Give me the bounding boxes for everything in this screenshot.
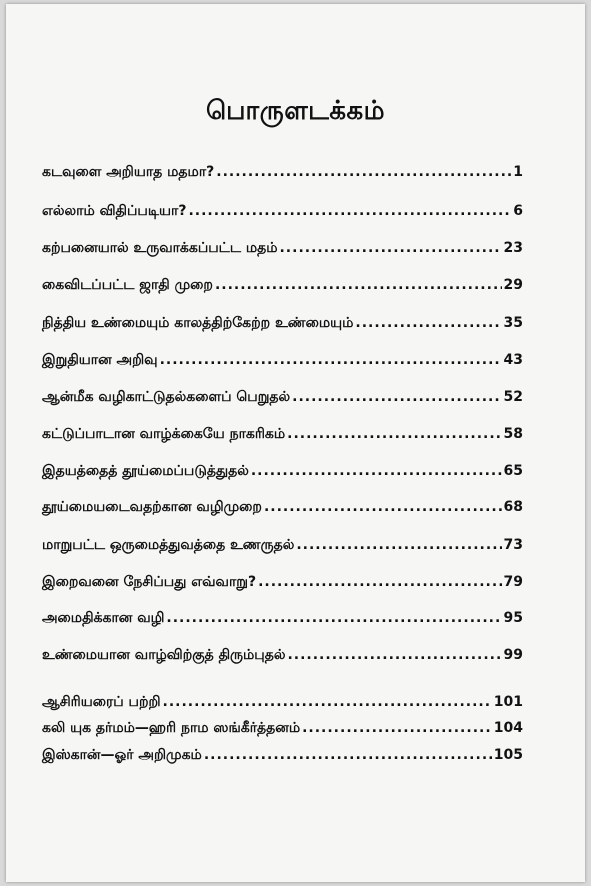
leader-dots: [216, 164, 511, 180]
toc-entry-page: 99: [503, 647, 523, 663]
toc-entry-title: தூய்மையடைவதற்கான வழிமுறை: [42, 499, 262, 515]
toc-entry-page: 6: [513, 203, 523, 219]
leader-dots: [204, 747, 492, 763]
toc-entry-title: இறைவனை நேசிப்பது எவ்வாறு?: [42, 574, 257, 590]
toc-entry-page: 1: [513, 164, 523, 180]
toc-entry-page: 29: [503, 277, 523, 293]
toc-entry-page: 23: [503, 240, 523, 256]
book-page: [6, 4, 585, 882]
toc-entry-title: கட்டுப்பாடான வாழ்க்கையே நாகரிகம்: [42, 426, 286, 442]
leader-dots: [215, 277, 502, 293]
leader-dots: [302, 720, 492, 736]
toc-entry-page: 52: [503, 389, 523, 405]
toc-entry: [42, 352, 523, 370]
toc-entry-page: 101: [493, 694, 523, 710]
toc-entry-title: நித்திய உண்மையும் காலத்திற்கேற்ற உண்மையும்: [42, 315, 354, 331]
toc-entry-page: 35: [503, 315, 523, 331]
leader-dots: [264, 499, 502, 515]
toc-entry-title: அமைதிக்கான வழி: [42, 610, 165, 626]
leader-dots: [287, 647, 501, 663]
toc-entry-title: மாறுபட்ட ஒருமைத்துவத்தை உணருதல்: [42, 537, 295, 553]
toc-entry-title: இஸ்கான்—ஓர் அறிமுகம்: [42, 747, 202, 763]
toc-entry-page: 43: [503, 352, 523, 368]
toc-entry-title: கலி யுக தர்மம்—ஹரி நாம ஸங்கீர்த்தனம்: [42, 720, 301, 736]
toc-entry: [42, 537, 523, 555]
toc-entry: [42, 315, 523, 333]
toc-entry-page: 79: [503, 574, 523, 590]
leader-dots: [188, 203, 511, 219]
leader-dots: [163, 694, 492, 710]
leader-dots: [251, 463, 502, 479]
toc-entry-title: ஆசிரியரைப் பற்றி: [42, 694, 161, 710]
leader-dots: [160, 352, 502, 368]
toc-entry: [42, 164, 523, 182]
toc-entry-page: 58: [503, 426, 523, 442]
toc-entry-page: 104: [493, 720, 523, 736]
leader-dots: [166, 610, 501, 626]
toc-entry: [42, 240, 523, 258]
toc-entry: [42, 463, 523, 481]
leader-dots: [292, 389, 501, 405]
toc-entry: [42, 610, 523, 628]
leader-dots: [287, 426, 501, 442]
leader-dots: [355, 315, 501, 331]
toc-entry: [42, 203, 523, 221]
leader-dots: [279, 240, 501, 256]
toc-entry: [42, 647, 523, 665]
toc-entry-title: கற்பனையால் உருவாக்கப்பட்ட மதம்: [42, 240, 278, 256]
toc-entry: [42, 499, 523, 517]
toc-entry-title: இறுதியான அறிவு: [42, 352, 158, 368]
toc-entry-title: ஆன்மீக வழிகாட்டுதல்களைப் பெறுதல்: [42, 389, 291, 405]
page-title: பொருளடக்கம்: [205, 96, 386, 126]
toc-entry: [42, 426, 523, 444]
leader-dots: [258, 574, 501, 590]
toc-entry-page: 65: [503, 463, 523, 479]
toc-entry: [42, 720, 523, 738]
toc-entry-page: 73: [503, 537, 523, 553]
toc-entry: [42, 277, 523, 295]
toc-entry-page: 95: [503, 610, 523, 626]
toc-entry-title: கடவுளை அறியாத மதமா?: [42, 164, 215, 180]
toc-entry: [42, 747, 523, 765]
toc-entry: [42, 574, 523, 592]
leader-dots: [296, 537, 501, 553]
toc-entry: [42, 389, 523, 407]
toc-entry-title: எல்லாம் விதிப்படியா?: [42, 203, 187, 219]
toc-entry-title: இதயத்தைத் தூய்மைப்படுத்துதல்: [42, 463, 249, 479]
toc-entry-title: கைவிடப்பட்ட ஜாதி முறை: [42, 277, 213, 293]
toc-entry-page: 68: [503, 499, 523, 515]
toc-entry-title: உண்மையான வாழ்விற்குத் திரும்புதல்: [42, 647, 286, 663]
toc-entry: [42, 694, 523, 712]
toc-entry-page: 105: [493, 747, 523, 763]
